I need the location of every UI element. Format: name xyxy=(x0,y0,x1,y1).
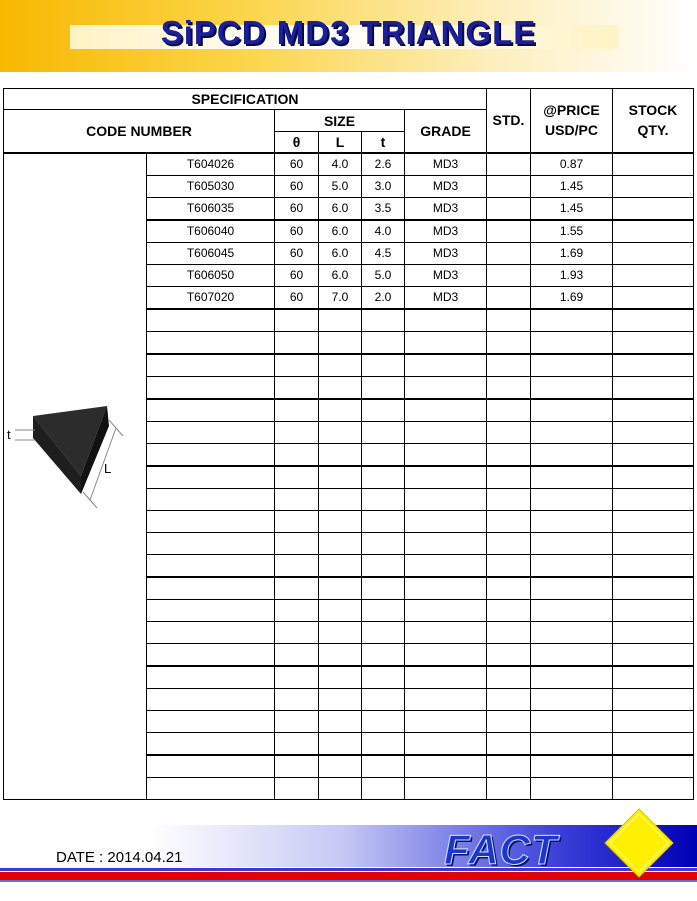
l-cell xyxy=(319,421,362,443)
l-cell xyxy=(319,488,362,510)
diagram-label-L: L xyxy=(104,461,112,476)
date-label: DATE : 2014.04.21 xyxy=(56,849,183,866)
theta-cell: 60 xyxy=(275,153,319,176)
header-size: SIZE xyxy=(275,110,405,132)
spec-table-body xyxy=(4,153,694,800)
theta-cell xyxy=(275,643,319,666)
theta-cell: 60 xyxy=(275,175,319,197)
std-cell xyxy=(487,688,531,710)
l-cell: 7.0 xyxy=(319,286,362,309)
page-title: SiPCD MD3 TRIANGLE xyxy=(160,14,537,51)
std-cell xyxy=(487,732,531,755)
stock-cell xyxy=(613,710,694,732)
l-cell xyxy=(319,732,362,755)
code-cell: T606045 xyxy=(147,242,275,264)
code-cell xyxy=(147,688,275,710)
stock-cell xyxy=(613,286,694,309)
std-cell xyxy=(487,554,531,577)
code-cell xyxy=(147,421,275,443)
price-cell: 1.69 xyxy=(531,286,613,309)
price-cell xyxy=(531,732,613,755)
code-cell xyxy=(147,599,275,621)
theta-cell: 60 xyxy=(275,264,319,286)
t-cell xyxy=(362,777,405,799)
fact-logo: FACT xyxy=(444,826,558,873)
t-cell xyxy=(362,732,405,755)
stock-cell xyxy=(613,376,694,399)
std-cell xyxy=(487,264,531,286)
std-cell xyxy=(487,309,531,332)
code-cell xyxy=(147,643,275,666)
stock-cell xyxy=(613,688,694,710)
grade-cell: MD3 xyxy=(405,153,487,176)
stock-cell xyxy=(613,599,694,621)
header-code-number: CODE NUMBER xyxy=(4,110,275,153)
l-cell xyxy=(319,599,362,621)
footer-line-blue xyxy=(0,868,697,871)
grade-cell xyxy=(405,376,487,399)
t-cell: 4.5 xyxy=(362,242,405,264)
std-cell xyxy=(487,220,531,243)
stock-cell xyxy=(613,354,694,377)
theta-cell: 60 xyxy=(275,242,319,264)
grade-cell xyxy=(405,331,487,354)
code-cell xyxy=(147,710,275,732)
theta-cell: 60 xyxy=(275,220,319,243)
header-L: L xyxy=(319,132,362,153)
price-cell: 1.55 xyxy=(531,220,613,243)
grade-cell xyxy=(405,532,487,554)
std-cell xyxy=(487,331,531,354)
price-cell xyxy=(531,755,613,778)
code-cell xyxy=(147,666,275,689)
price-cell xyxy=(531,554,613,577)
grade-cell xyxy=(405,421,487,443)
l-cell xyxy=(319,755,362,778)
grade-cell xyxy=(405,732,487,755)
stock-cell xyxy=(613,264,694,286)
header-stock xyxy=(613,89,694,153)
stock-cell xyxy=(613,309,694,332)
price-cell xyxy=(531,643,613,666)
grade-cell xyxy=(405,777,487,799)
grade-cell xyxy=(405,688,487,710)
std-cell xyxy=(487,443,531,466)
std-cell xyxy=(487,643,531,666)
t-cell: 5.0 xyxy=(362,264,405,286)
l-cell xyxy=(319,666,362,689)
code-cell: T607020 xyxy=(147,286,275,309)
std-cell xyxy=(487,242,531,264)
l-cell xyxy=(319,532,362,554)
stock-cell xyxy=(613,331,694,354)
price-cell xyxy=(531,621,613,643)
code-cell xyxy=(147,755,275,778)
std-cell xyxy=(487,421,531,443)
price-cell: 1.69 xyxy=(531,242,613,264)
price-cell xyxy=(531,688,613,710)
std-cell xyxy=(487,354,531,377)
std-cell xyxy=(487,777,531,799)
price-cell: 1.93 xyxy=(531,264,613,286)
grade-cell xyxy=(405,643,487,666)
grade-cell xyxy=(405,510,487,532)
diagram-label-t: t xyxy=(7,427,11,442)
theta-cell xyxy=(275,732,319,755)
t-cell xyxy=(362,354,405,377)
code-cell xyxy=(147,443,275,466)
std-cell xyxy=(487,153,531,176)
theta-cell xyxy=(275,621,319,643)
grade-cell: MD3 xyxy=(405,242,487,264)
spec-table xyxy=(3,88,694,800)
code-cell xyxy=(147,354,275,377)
theta-cell xyxy=(275,354,319,377)
insert-diagram-cell xyxy=(4,153,147,800)
price-cell xyxy=(531,666,613,689)
l-cell xyxy=(319,309,362,332)
theta-cell xyxy=(275,688,319,710)
price-cell: 1.45 xyxy=(531,175,613,197)
price-cell xyxy=(531,443,613,466)
std-cell xyxy=(487,286,531,309)
l-cell xyxy=(319,688,362,710)
price-cell xyxy=(531,309,613,332)
code-cell xyxy=(147,554,275,577)
grade-cell xyxy=(405,399,487,422)
price-cell xyxy=(531,376,613,399)
theta-cell xyxy=(275,532,319,554)
theta-cell xyxy=(275,554,319,577)
theta-cell xyxy=(275,599,319,621)
header-specification: SPECIFICATION xyxy=(4,89,487,110)
price-cell xyxy=(531,466,613,489)
stock-cell xyxy=(613,777,694,799)
grade-cell: MD3 xyxy=(405,220,487,243)
t-cell xyxy=(362,399,405,422)
t-cell: 2.0 xyxy=(362,286,405,309)
l-cell xyxy=(319,577,362,600)
stock-cell xyxy=(613,732,694,755)
theta-cell xyxy=(275,421,319,443)
price-cell xyxy=(531,331,613,354)
table-row xyxy=(4,153,694,176)
l-cell xyxy=(319,510,362,532)
code-cell xyxy=(147,376,275,399)
grade-cell xyxy=(405,354,487,377)
price-cell: 0.87 xyxy=(531,153,613,176)
stock-cell xyxy=(613,399,694,422)
header-theta: θ xyxy=(275,132,319,153)
stock-cell xyxy=(613,643,694,666)
price-cell xyxy=(531,399,613,422)
header-price-label: @PRICE USD/PC xyxy=(543,102,600,139)
std-cell xyxy=(487,621,531,643)
stock-cell xyxy=(613,220,694,243)
std-cell xyxy=(487,599,531,621)
grade-cell xyxy=(405,554,487,577)
t-cell xyxy=(362,376,405,399)
t-cell xyxy=(362,710,405,732)
code-cell: T606050 xyxy=(147,264,275,286)
stock-cell xyxy=(613,466,694,489)
triangle-insert-icon xyxy=(5,406,145,546)
theta-cell xyxy=(275,331,319,354)
grade-cell xyxy=(405,710,487,732)
l-cell xyxy=(319,376,362,399)
grade-cell xyxy=(405,666,487,689)
t-cell xyxy=(362,621,405,643)
l-cell xyxy=(319,621,362,643)
code-cell xyxy=(147,621,275,643)
theta-cell xyxy=(275,777,319,799)
l-cell xyxy=(319,466,362,489)
l-cell: 5.0 xyxy=(319,175,362,197)
stock-cell xyxy=(613,421,694,443)
grade-cell xyxy=(405,488,487,510)
theta-cell xyxy=(275,443,319,466)
t-cell xyxy=(362,510,405,532)
t-cell xyxy=(362,643,405,666)
std-cell xyxy=(487,466,531,489)
price-cell xyxy=(531,599,613,621)
grade-cell xyxy=(405,309,487,332)
grade-cell: MD3 xyxy=(405,175,487,197)
l-cell xyxy=(319,777,362,799)
code-cell: T606035 xyxy=(147,197,275,220)
code-cell xyxy=(147,488,275,510)
stock-cell xyxy=(613,554,694,577)
l-cell xyxy=(319,331,362,354)
t-cell xyxy=(362,755,405,778)
stock-cell xyxy=(613,443,694,466)
stock-cell xyxy=(613,577,694,600)
grade-cell xyxy=(405,599,487,621)
code-cell xyxy=(147,331,275,354)
t-cell xyxy=(362,488,405,510)
t-cell xyxy=(362,688,405,710)
grade-cell: MD3 xyxy=(405,197,487,220)
code-cell xyxy=(147,777,275,799)
t-cell xyxy=(362,532,405,554)
price-cell xyxy=(531,577,613,600)
code-cell xyxy=(147,532,275,554)
t-cell xyxy=(362,421,405,443)
price-cell: 1.45 xyxy=(531,197,613,220)
grade-cell: MD3 xyxy=(405,286,487,309)
header-t: t xyxy=(362,132,405,153)
grade-cell xyxy=(405,443,487,466)
l-cell xyxy=(319,643,362,666)
t-cell xyxy=(362,666,405,689)
std-cell xyxy=(487,376,531,399)
header-stock-label: STOCK QTY. xyxy=(628,102,678,139)
l-cell xyxy=(319,554,362,577)
footer-line-blue-lower xyxy=(0,880,697,882)
std-cell xyxy=(487,666,531,689)
code-cell: T604026 xyxy=(147,153,275,176)
theta-cell xyxy=(275,399,319,422)
t-cell xyxy=(362,599,405,621)
theta-cell: 60 xyxy=(275,286,319,309)
code-cell xyxy=(147,732,275,755)
grade-cell xyxy=(405,621,487,643)
theta-cell xyxy=(275,309,319,332)
price-cell xyxy=(531,532,613,554)
std-cell xyxy=(487,577,531,600)
theta-cell: 60 xyxy=(275,197,319,220)
std-cell xyxy=(487,510,531,532)
l-cell: 6.0 xyxy=(319,242,362,264)
l-cell xyxy=(319,399,362,422)
grade-cell: MD3 xyxy=(405,264,487,286)
l-cell xyxy=(319,443,362,466)
code-cell: T605030 xyxy=(147,175,275,197)
theta-cell xyxy=(275,488,319,510)
std-cell xyxy=(487,755,531,778)
stock-cell xyxy=(613,621,694,643)
theta-cell xyxy=(275,510,319,532)
header-price xyxy=(531,89,613,153)
code-cell xyxy=(147,309,275,332)
code-cell xyxy=(147,577,275,600)
grade-cell xyxy=(405,577,487,600)
t-cell xyxy=(362,466,405,489)
code-cell xyxy=(147,399,275,422)
l-cell xyxy=(319,354,362,377)
t-cell xyxy=(362,331,405,354)
code-cell xyxy=(147,466,275,489)
t-cell: 3.5 xyxy=(362,197,405,220)
std-cell xyxy=(487,532,531,554)
t-cell xyxy=(362,443,405,466)
price-cell xyxy=(531,354,613,377)
t-cell xyxy=(362,309,405,332)
t-cell: 2.6 xyxy=(362,153,405,176)
theta-cell xyxy=(275,466,319,489)
l-cell: 6.0 xyxy=(319,264,362,286)
grade-cell xyxy=(405,466,487,489)
price-cell xyxy=(531,421,613,443)
stock-cell xyxy=(613,488,694,510)
l-cell: 6.0 xyxy=(319,197,362,220)
theta-cell xyxy=(275,666,319,689)
t-cell: 3.0 xyxy=(362,175,405,197)
stock-cell xyxy=(613,175,694,197)
code-cell: T606040 xyxy=(147,220,275,243)
stock-cell xyxy=(613,666,694,689)
std-cell xyxy=(487,197,531,220)
l-cell: 6.0 xyxy=(319,220,362,243)
header-grade: GRADE xyxy=(405,110,487,153)
grade-cell xyxy=(405,755,487,778)
stock-cell xyxy=(613,532,694,554)
std-cell xyxy=(487,710,531,732)
t-cell xyxy=(362,554,405,577)
price-cell xyxy=(531,510,613,532)
stock-cell xyxy=(613,755,694,778)
l-cell xyxy=(319,710,362,732)
stock-cell xyxy=(613,197,694,220)
price-cell xyxy=(531,710,613,732)
std-cell xyxy=(487,399,531,422)
header-std: STD. xyxy=(487,89,531,153)
theta-cell xyxy=(275,577,319,600)
l-cell: 4.0 xyxy=(319,153,362,176)
t-cell xyxy=(362,577,405,600)
theta-cell xyxy=(275,710,319,732)
footer-line-red xyxy=(0,872,697,880)
theta-cell xyxy=(275,376,319,399)
std-cell xyxy=(487,175,531,197)
price-cell xyxy=(531,488,613,510)
t-cell: 4.0 xyxy=(362,220,405,243)
std-cell xyxy=(487,488,531,510)
stock-cell xyxy=(613,242,694,264)
stock-cell xyxy=(613,510,694,532)
price-cell xyxy=(531,777,613,799)
theta-cell xyxy=(275,755,319,778)
diamond-logo-icon xyxy=(604,808,674,878)
code-cell xyxy=(147,510,275,532)
stock-cell xyxy=(613,153,694,176)
